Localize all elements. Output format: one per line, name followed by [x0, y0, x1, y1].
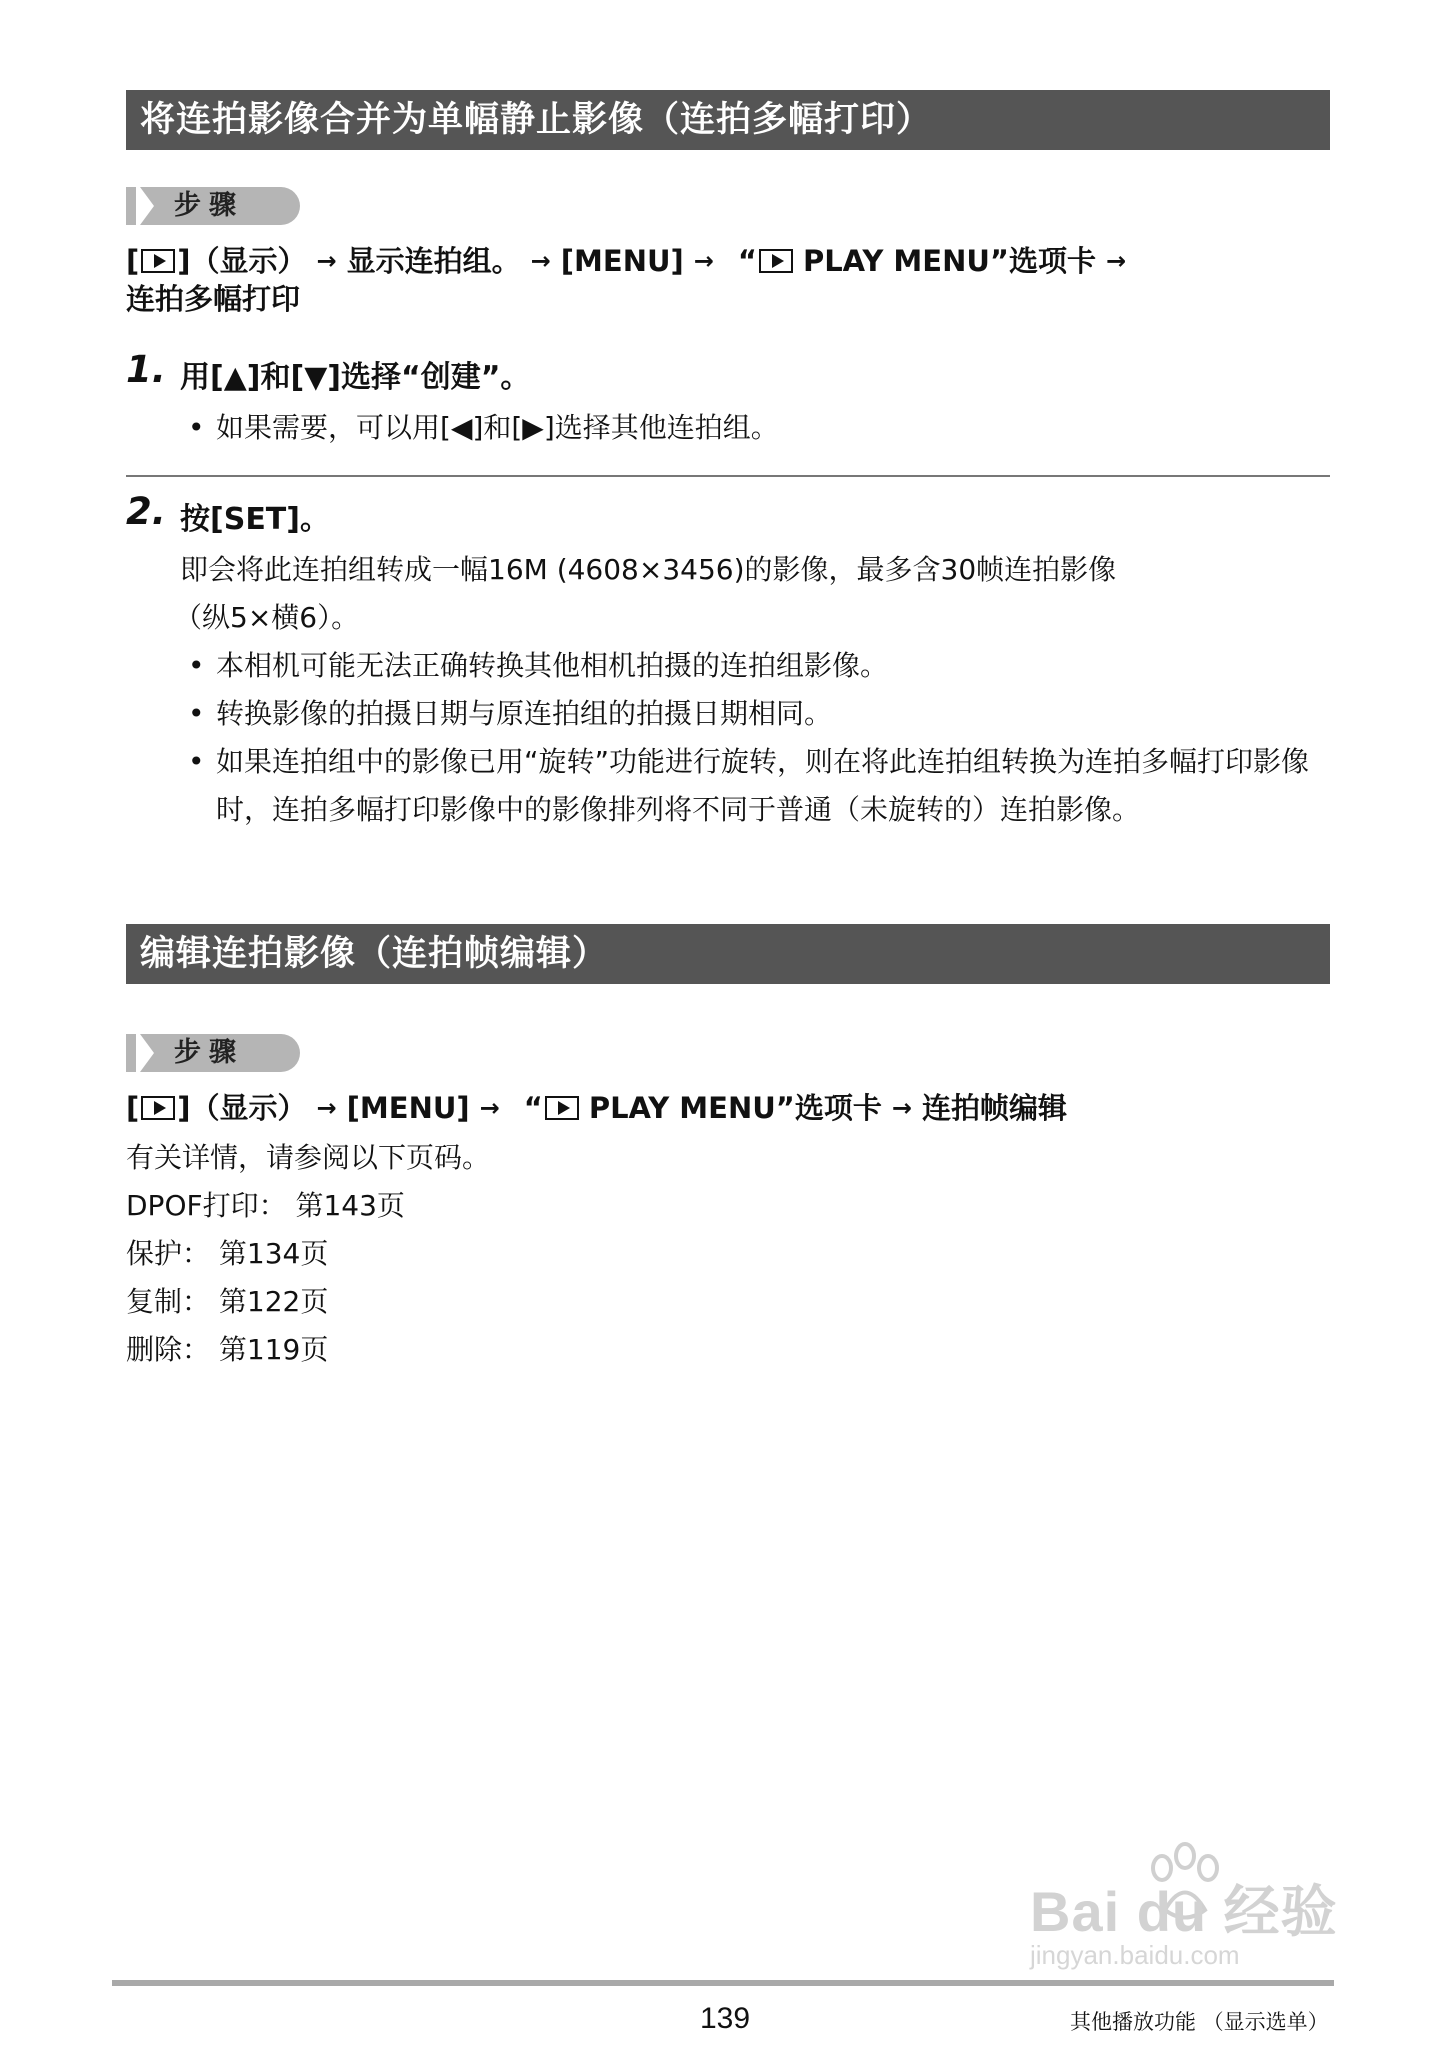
- arrow-icon: →: [316, 247, 337, 275]
- play-icon: [759, 249, 793, 273]
- footer-section-label: 其他播放功能 （显示选单）: [1070, 2010, 1329, 2034]
- step2-bullet-2: 转换影像的拍摄日期与原连拍组的拍摄日期相同。: [216, 697, 833, 730]
- nav-path-1: [ ]（显示） → 显示连拍组。 → [MENU] → “ PLAY MENU”选项卡 →: [126, 239, 1136, 281]
- section-title-frame-edit: 编辑连拍影像（连拍帧编辑）: [126, 924, 1330, 984]
- play-icon: [141, 1096, 175, 1120]
- bullet-dot: •: [188, 697, 205, 730]
- arrow-icon: →: [891, 1094, 912, 1122]
- step-title-1: 用[▲]和[▼]选择“创建”。: [180, 360, 531, 395]
- nav-path-2: [ ]（显示） → [MENU] → “ PLAY MENU”选项卡 → 连拍帧编辑: [126, 1086, 1067, 1128]
- ref-copy: 复制： 第122页: [126, 1285, 329, 1318]
- steps-label: 步骤: [140, 187, 300, 225]
- step1-note: 如果需要，可以用[◀]和[▶]选择其他连拍组。: [216, 411, 779, 444]
- steps-label: 步骤: [140, 1034, 300, 1072]
- step2-bullet-3: 如果连拍组中的影像已用“旋转”功能进行旋转，则在将此连拍组转换为连拍多幅打印影像时，连拍多幅打印影像中的影像排列将不同于普通（未旋转的）连拍影像。: [216, 745, 1310, 826]
- arrow-icon: →: [530, 247, 551, 275]
- watermark-brand: Bai du 经验: [1030, 1880, 1338, 1943]
- steps-tag: [126, 187, 300, 225]
- arrow-icon: →: [693, 247, 714, 275]
- bullet-dot: •: [188, 745, 205, 778]
- section-title-burst-print: 将连拍影像合并为单幅静止影像（连拍多幅打印）: [126, 90, 1330, 150]
- step2-bullet-1: 本相机可能无法正确转换其他相机拍摄的连拍组影像。: [216, 649, 889, 682]
- ref-protect: 保护： 第134页: [126, 1237, 329, 1270]
- play-icon: [545, 1096, 579, 1120]
- step2-paragraph-line1: 即会将此连拍组转成一幅16M (4608×3456)的影像，最多含30帧连拍影像: [180, 553, 1117, 586]
- baidu-watermark: [1030, 1840, 1360, 1980]
- step-number-2: 2.: [126, 490, 166, 533]
- arrow-icon: →: [479, 1094, 500, 1122]
- step2-paragraph-line2: （纵5×横6）。: [174, 601, 360, 634]
- footer-divider: [112, 1980, 1334, 1986]
- step-number-1: 1.: [126, 348, 166, 391]
- arrow-icon: →: [316, 1094, 337, 1122]
- nav-path-1-line2: 连拍多幅打印: [126, 282, 301, 316]
- divider: [126, 475, 1330, 477]
- ref-dpof: DPOF打印： 第143页: [126, 1189, 405, 1222]
- ref-delete: 删除： 第119页: [126, 1333, 329, 1366]
- bullet-dot: •: [188, 411, 205, 444]
- watermark-url: jingyan.baidu.com: [1030, 1940, 1240, 1970]
- details-intro: 有关详情，请参阅以下页码。: [126, 1141, 491, 1174]
- step-title-2: 按[SET]。: [180, 502, 330, 537]
- steps-tag: [126, 1034, 300, 1072]
- page-number: 139: [700, 2002, 751, 2035]
- play-icon: [141, 249, 175, 273]
- arrow-icon: →: [1105, 247, 1127, 275]
- bullet-dot: •: [188, 649, 205, 682]
